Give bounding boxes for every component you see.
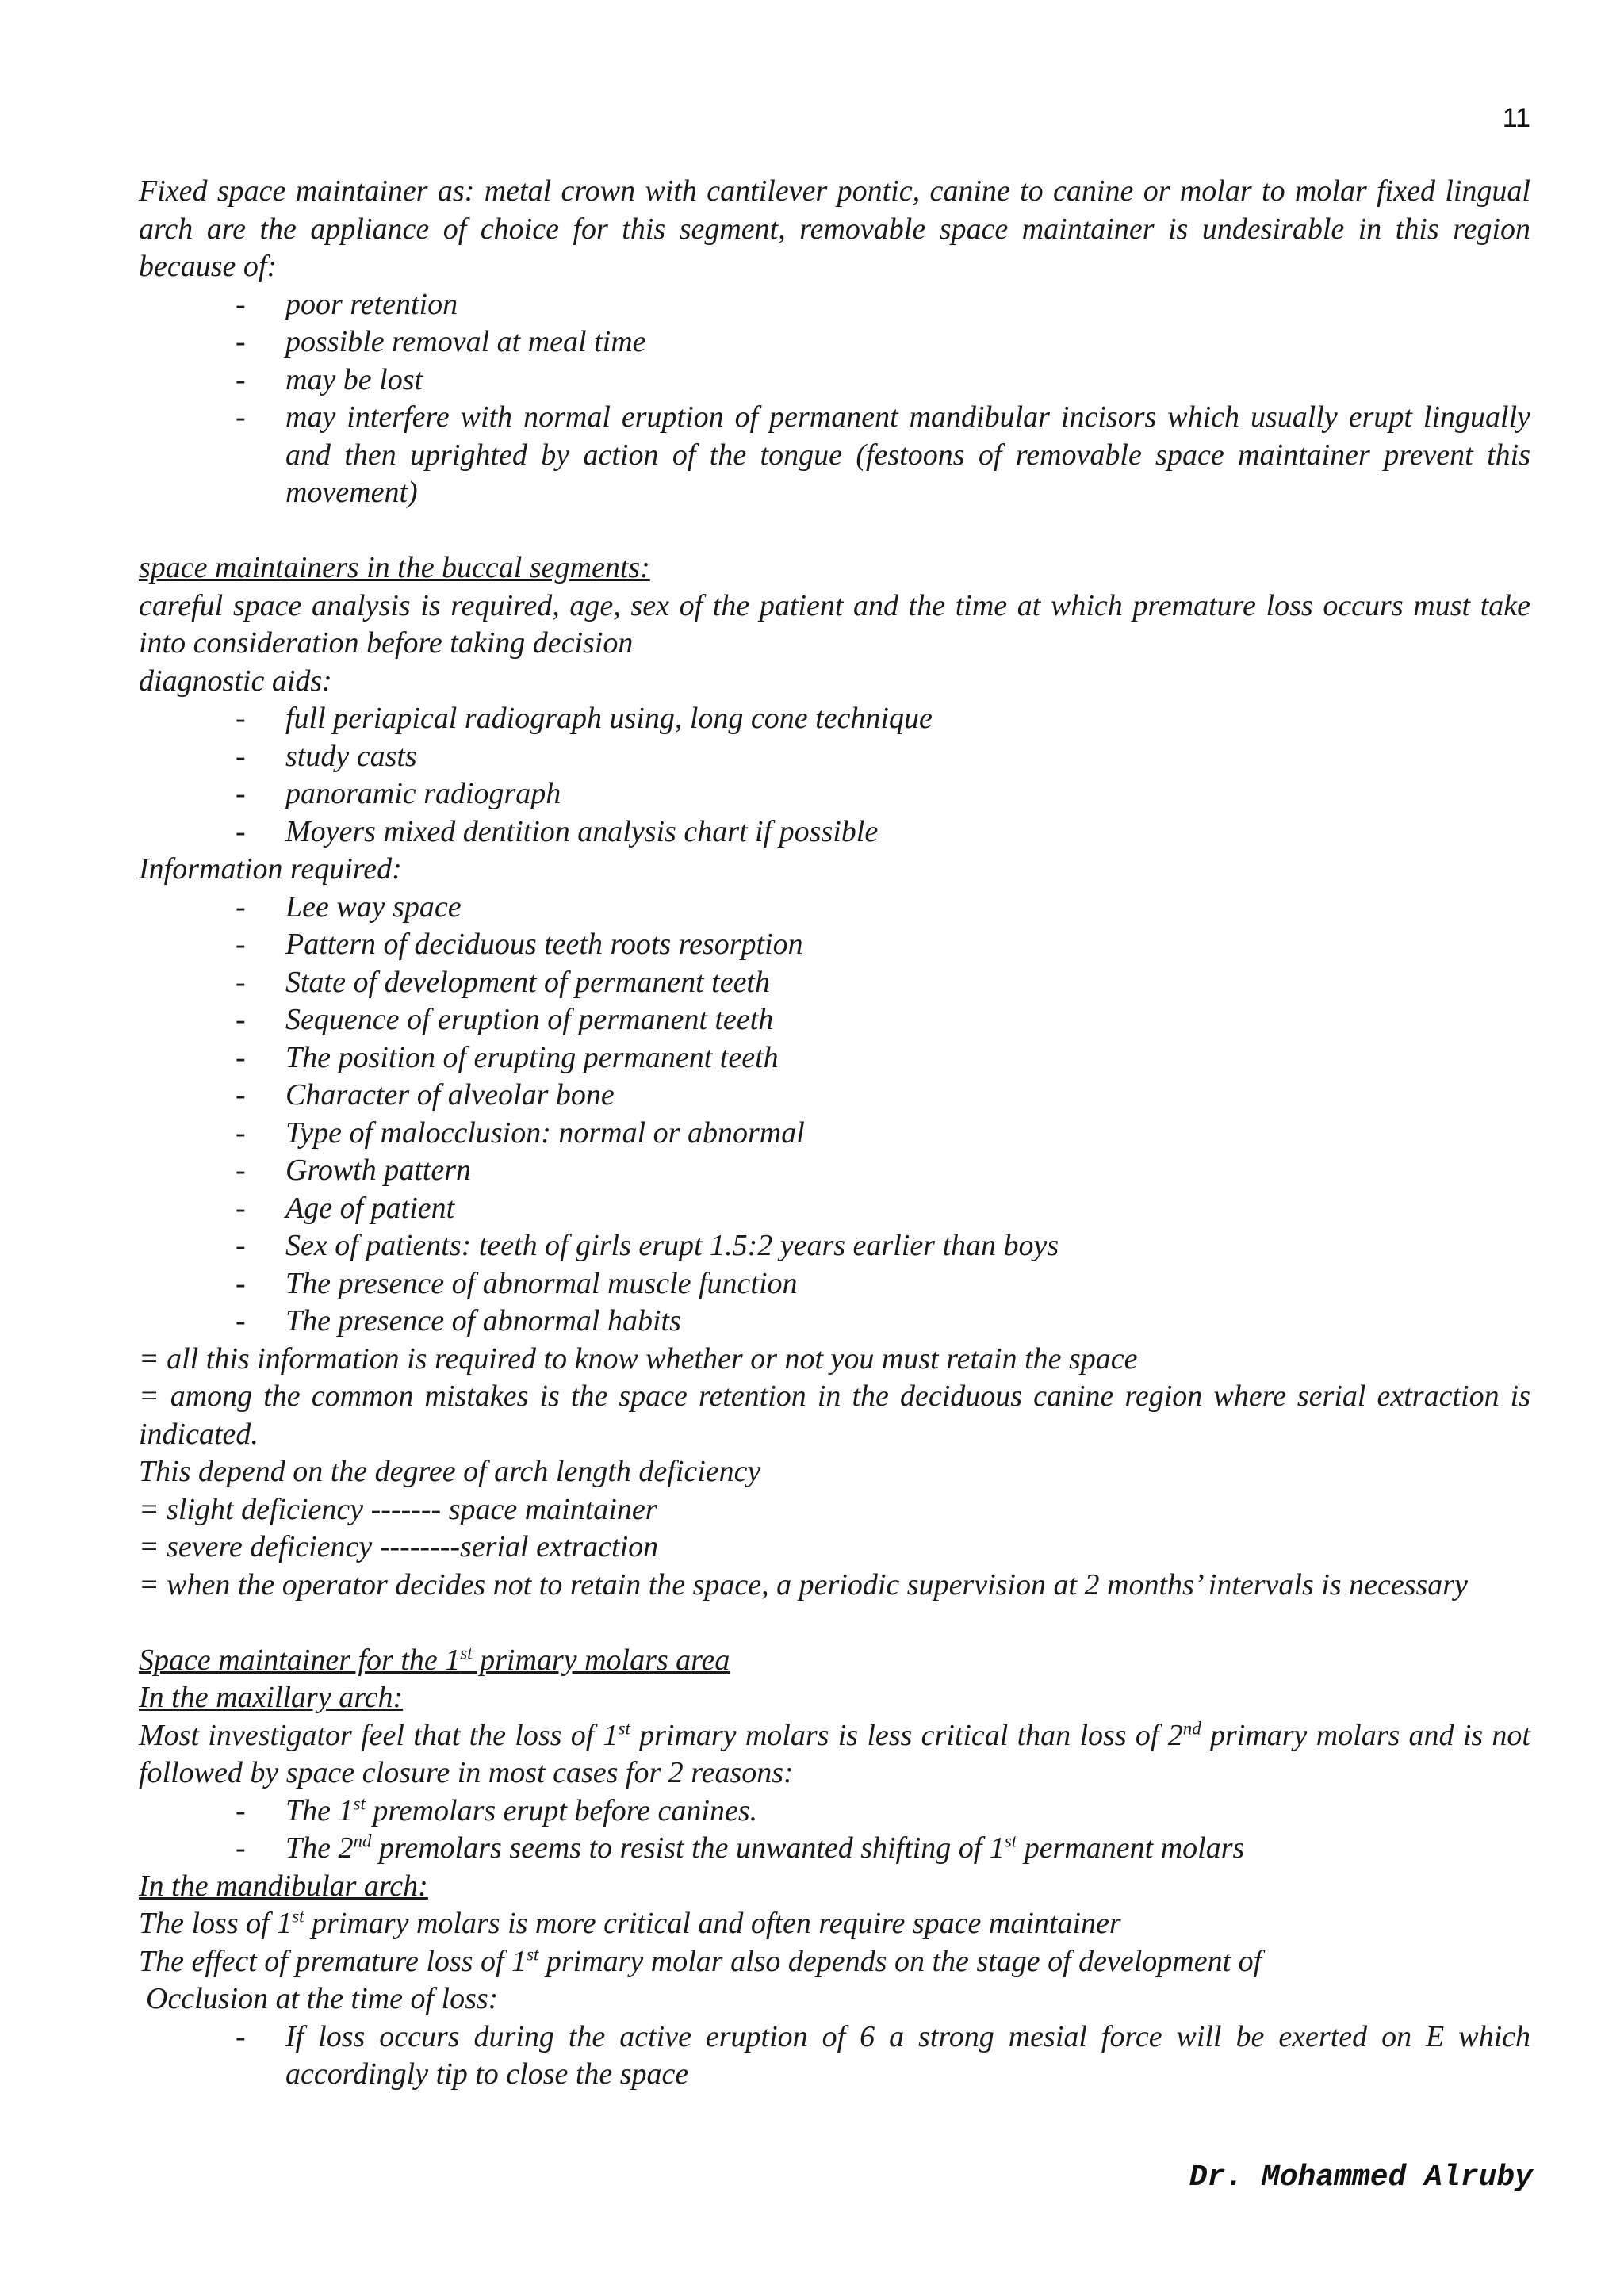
note-common-mistakes: = among the common mistakes is the space retention in the deciduous canine region where serial extraction is indicated. [139,1380,1530,1451]
list-item: - may be lost [236,362,423,396]
list-item: - study casts [236,739,417,773]
mandibular-line-2: The effect of premature loss of 1st primary molar also depends on the stage of development of [139,1943,1262,1978]
list-item: - Moyers mixed dentition analysis chart if possible [236,814,879,848]
first-molar-heading: Space maintainer for the 1st primary molars area [139,1642,730,1677]
list-item: - The 1st premolars erupt before canines. [236,1793,758,1827]
author-footer: Dr. Mohammed Alruby [1189,2160,1533,2195]
maxillary-reasons-list [139,1793,1530,1868]
list-item: - State of development of permanent teeth [236,965,770,999]
list-item: - If loss occurs during the active eruption of 6 a strong mesial force will be exerted on E which accordingly tip to close the space [236,2019,1530,2091]
list-item: - full periapical radiograph using, long cone technique [236,702,933,735]
list-item: - Sex of patients: teeth of girls erupt 1.5:2 years earlier than boys [236,1229,1059,1262]
list-item: - Growth pattern [236,1154,471,1187]
note-severe: = severe deficiency --------serial extraction [139,1530,659,1563]
buccal-heading: space maintainers in the buccal segments: [139,551,650,584]
note-depend: This depend on the degree of arch length deficiency [139,1455,761,1488]
note-slight: = slight deficiency ------- space maintainer [139,1492,657,1526]
page-number: 11 [1502,103,1530,133]
note-operator: = when the operator decides not to retain the space, a periodic supervision at 2 months’ intervals is necessary [139,1567,1468,1601]
document-body [139,173,1530,2094]
list-item: - possible removal at meal time [236,325,646,358]
list-item: - may interfere with normal eruption of permanent mandibular incisors which usually erupt lingually and then uprighted by action of the tongue (festoons of removable space maintainer prevent this movement) [236,400,1530,509]
reasons-list [139,286,1530,512]
list-item: - The 2nd premolars seems to resist the unwanted shifting of 1st permanent molars [236,1831,1245,1865]
info-list [139,889,1530,1341]
list-item: - Character of alveolar bone [236,1078,615,1112]
spacer [139,512,1530,550]
list-item: - Lee way space [236,890,462,924]
list-item: - panoramic radiograph [236,777,561,810]
list-item: - poor retention [236,287,458,321]
list-item: - The presence of abnormal habits [236,1304,681,1337]
note-all-info: = all this information is required to know whether or not you must retain the space [139,1341,1138,1376]
list-item: - The presence of abnormal muscle function [236,1266,798,1300]
mandibular-list [139,2019,1530,2094]
mandibular-line-3: Occlusion at the time of loss: [146,1982,499,2015]
diagnostic-list [139,700,1530,851]
buccal-paragraph: careful space analysis is required, age, sex of the patient and the time at which premature loss occurs must take into consideration before taking decision [139,588,1530,660]
list-item: - Pattern of deciduous teeth roots resorption [236,928,803,961]
mandibular-line-1: The loss of 1st primary molars is more critical and often require space maintainer [139,1906,1121,1940]
list-item: - Type of malocclusion: normal or abnormal [236,1115,805,1150]
maxillary-heading: In the maxillary arch: [139,1681,404,1714]
list-item: - Age of patient [236,1191,455,1225]
intro-paragraph: Fixed space maintainer as: metal crown with cantilever pontic, canine to canine or molar to molar fixed lingual arch are the appliance of choice for this segment, removable space maintainer is undesirable in this region because of: [139,174,1530,283]
spacer [139,1604,1530,1642]
list-item: - Sequence of eruption of permanent teeth [236,1003,774,1036]
diagnostic-label: diagnostic aids: [139,664,332,698]
list-item: - The position of erupting permanent teeth [236,1040,779,1074]
mandibular-heading: In the mandibular arch: [139,1869,428,1903]
maxillary-paragraph: Most investigator feel that the loss of 1st primary molars is less critical than loss of 2nd primary molars and is not followed by space closure in most cases for 2 reasons: [139,1717,1530,1789]
info-label: Information required: [139,852,402,886]
